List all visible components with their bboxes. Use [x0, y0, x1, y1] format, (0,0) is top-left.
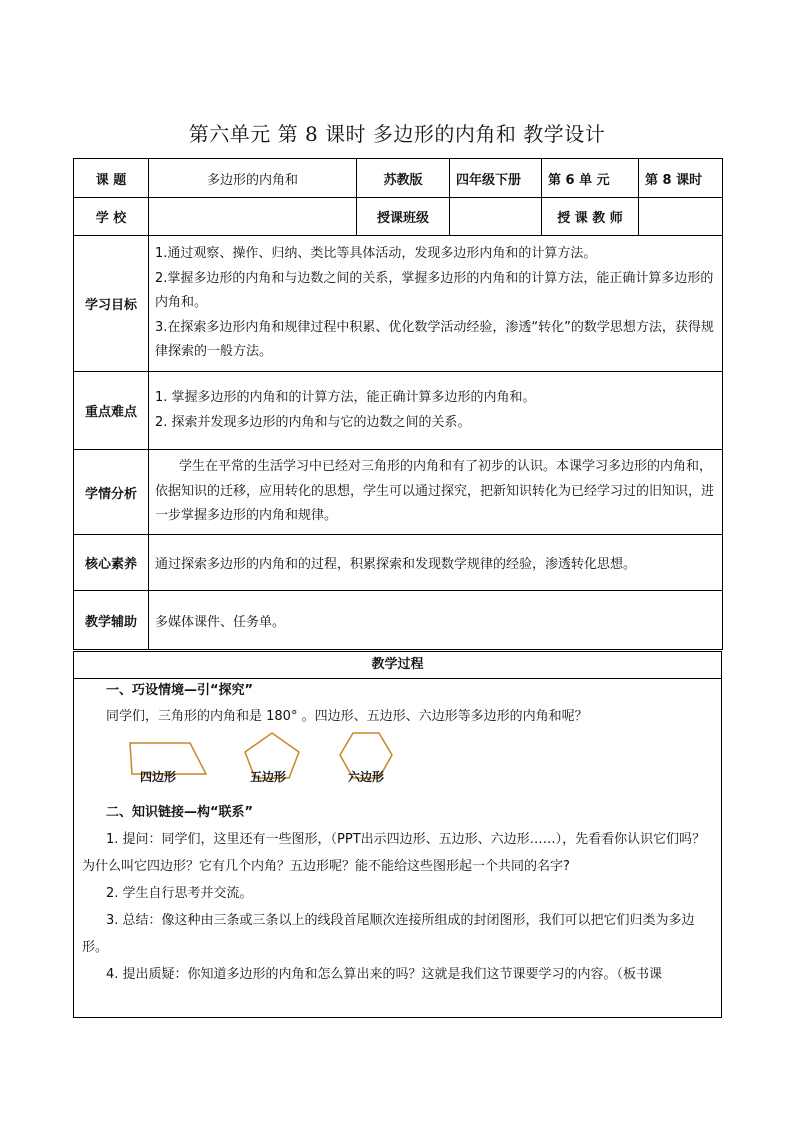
literacy-label: 核心素养: [74, 535, 149, 591]
aids-text: 多媒体课件、任务单。: [149, 591, 723, 650]
process-body: [74, 679, 721, 988]
goals-content: [149, 236, 723, 372]
teaching-process: [73, 651, 722, 1018]
teacher-label: 授 课 教 师: [542, 198, 639, 236]
goal-item: 3.在探索多边形内角和规律过程中积累、优化数学活动经验，渗透“转化”的数学思想方法，获得规律探索的一般方法。: [155, 319, 714, 360]
goals-row: [74, 236, 723, 372]
section-2-title: 二、知识链接—构“联系”: [106, 805, 254, 820]
polygon-figures: [82, 730, 715, 794]
paragraph-2: 2. 学生自行思考并交流。: [106, 886, 253, 901]
class-label: 授课班级: [357, 198, 450, 236]
pentagon-label: 五边形: [250, 770, 287, 784]
key-point-item: 1. 掌握多边形的内角和的计算方法，能正确计算多边形的内角和。: [155, 390, 536, 405]
paragraph-1: 1. 提问：同学们，这里还有一些图形，（PPT出示四边形、五边形、六边形……），先看看你认识它们吗？为什么叫它四边形？它有几个内角？五边形呢？能不能给这些图形起一个共同的名字?: [82, 832, 706, 874]
section-1-title: 一、巧设情境—引“探究”: [106, 683, 254, 698]
grade: 四年级下册: [450, 159, 542, 198]
page-title: 第六单元 第 8 课时 多边形的内角和 教学设计: [188, 122, 606, 146]
goal-item: 2.掌握多边形的内角和与边数之间的关系，掌握多边形的内角和的计算方法，能正确计算多边形的内角和。: [155, 270, 714, 311]
analysis-label: 学情分析: [74, 450, 149, 535]
quadrilateral-label: 四边形: [140, 770, 177, 784]
school-value: [149, 198, 357, 236]
process-heading: 教学过程: [74, 652, 721, 679]
key-points-content: [149, 372, 723, 450]
analysis-text: 学生在平常的生活学习中已经对三角形的内角和有了初步的认识。本课学习多边形的内角和，依据知识的迁移，应用转化的思想，学生可以通过探究，把新知识转化为已经学习过的旧知识，进一步掌握多边形的内角和规律。: [149, 450, 723, 535]
school-label: 学 校: [74, 198, 149, 236]
topic-label: 课 题: [74, 159, 149, 198]
unit: 第 6 单 元: [542, 159, 639, 198]
section-1-text: 同学们，三角形的内角和是 180° 。四边形、五边形、六边形等多边形的内角和呢？: [106, 709, 588, 724]
key-points-label: 重点难点: [74, 372, 149, 450]
hexagon-label: 六边形: [348, 770, 385, 784]
goal-item: 1.通过观察、操作、归纳、类比等具体活动，发现多边形内角和的计算方法。: [155, 246, 597, 262]
lesson-info-table: [73, 158, 723, 650]
publisher: 苏教版: [357, 159, 450, 198]
goals-label: 学习目标: [74, 236, 149, 372]
header-row: [74, 159, 723, 198]
paragraph-4: 4. 提出质疑：你知道多边形的内角和怎么算出来的吗？这就是我们这节课要学习的内容。（板书课: [106, 967, 663, 982]
topic-value: 多边形的内角和: [149, 159, 357, 198]
aids-label: 教学辅助: [74, 591, 149, 650]
class-value: [450, 198, 542, 236]
lesson-number: 第 8 课时: [639, 159, 723, 198]
literacy-row: [74, 535, 723, 591]
literacy-text: 通过探索多边形的内角和的过程，积累探索和发现数学规律的经验，渗透转化思想。: [149, 535, 723, 591]
key-point-item: 2. 探索并发现多边形的内角和与它的边数之间的关系。: [155, 414, 471, 430]
teacher-value: [639, 198, 723, 236]
school-row: [74, 198, 723, 236]
paragraph-3: 3. 总结：像这种由三条或三条以上的线段首尾顺次连接所组成的封闭图形，我们可以把它们归类为多边形。: [82, 913, 695, 955]
aids-row: [74, 591, 723, 650]
analysis-row: [74, 450, 723, 535]
key-points-row: [74, 372, 723, 450]
